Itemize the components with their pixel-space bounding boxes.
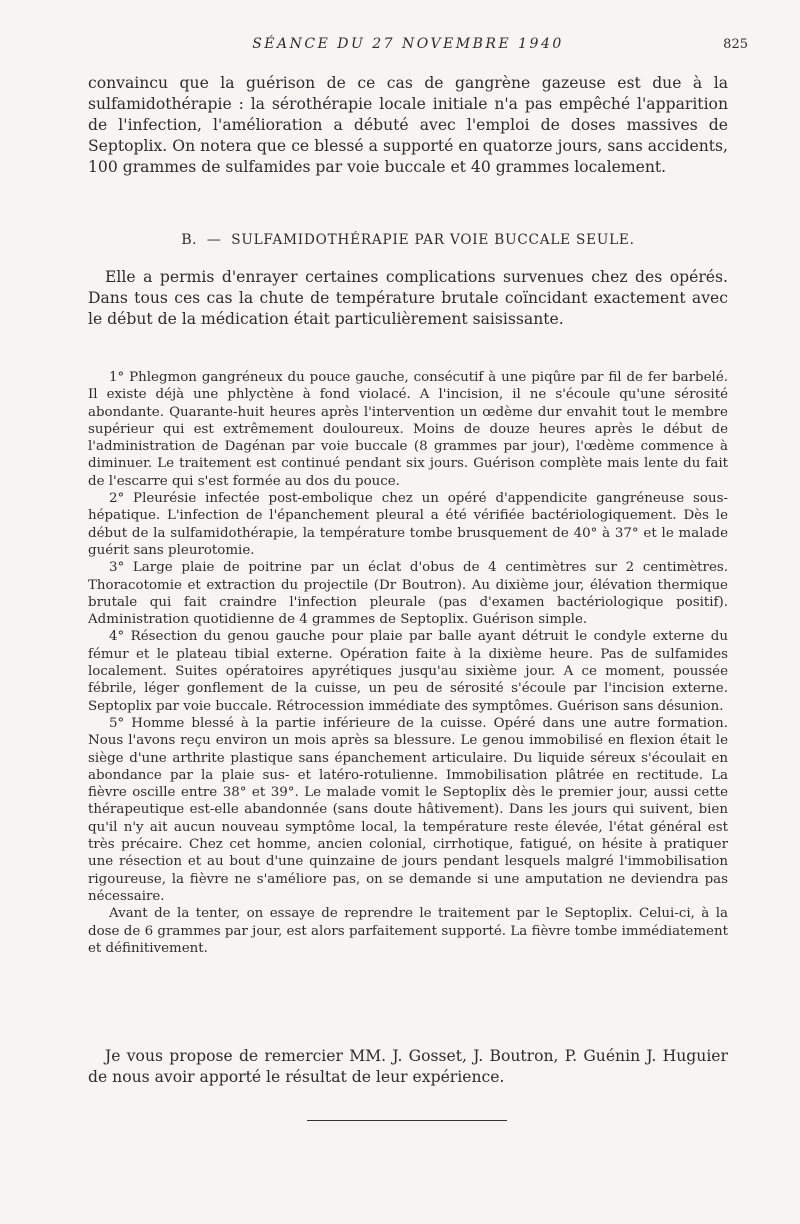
section-title: SULFAMIDOTHÉRAPIE PAR VOIE BUCCALE SEULE. — [231, 232, 635, 248]
intro-paragraph: convaincu que la guérison de ce cas de gangrène gazeuse est due à la sulfamidothérapie : la sérothérapie locale initiale n'a pas empêché l'apparition de l'infection, l'amélioration a débuté avec l'emploi de doses massives de Septoplix. On notera que ce blessé a supporté en quatorze jours, sans accidents, 100 grammes de sulfamides par voie buccale et 40 grammes localement. — [88, 74, 728, 176]
case-5-continuation: Avant de la tenter, on essaye de reprendre le traitement par le Septoplix. Celui-ci, à la dose de 6 grammes par jour, est alors parfaitement supporté. La fièvre tombe immédiatement et définitivement. — [88, 906, 728, 956]
results-paragraph: Elle a permis d'enrayer certaines complications survenues chez des opérés. Dans tous ces cas la chute de température brutale coïncidant exactement avec le début de la médication était particulièrement saisissante. — [88, 268, 728, 328]
closing-paragraph: Je vous propose de remercier MM. J. Gosset, J. Boutron, P. Guénin J. Huguier de nous avoir apporté le résultat de leur expérience. — [88, 1047, 728, 1086]
section-dash: — — [206, 232, 222, 248]
document-page — [88, 0, 748, 1224]
case-3: 3° Large plaie de poitrine par un éclat d'obus de 4 centimètres sur 2 centimètres. Thoracotomie et extraction du projectile (Dr Boutron). Au dixième jour, élévation thermique brutale qui fait craindre l'infection pleurale (pas d'examen bactériologique positif). Administration quotidienne de 4 grammes de Septoplix. Guérison simple. — [88, 560, 728, 628]
case-1: 1° Phlegmon gangréneux du pouce gauche, consécutif à une piqûre par fil de fer barbelé. Il existe déjà une phlyctène à fond violacé. A l'incision, il ne s'écoule qu'une sérosité abondante. Quarante-huit heures après l'intervention un œdème dur envahit tout le membre supérieur qui est extrêmement douloureux. Moins de douze heures après le début de l'administration de Dagénan par voie buccale (8 grammes par jour), l'œdème commence à diminuer. Le traitement est continué pendant six jours. Guérison complète mais lente du fait de l'escarre qui s'est formée au dos du pouce. — [88, 370, 728, 489]
case-4: 4° Résection du genou gauche pour plaie par balle ayant détruit le condyle externe du fémur et le plateau tibial externe. Opération faite à la dixième heure. Pas de sulfamides localement. Suites opératoires apyrétiques jusqu'au sixième jour. A ce moment, poussée fébrile, léger gonflement de la cuisse, un peu de sérosité s'écoule par l'incision externe. Septoplix par voie buccale. Rétrocession immédiate des symptômes. Guérison sans désunion. — [88, 629, 728, 714]
section-letter: B. — [181, 232, 197, 248]
case-5: 5° Homme blessé à la partie inférieure de la cuisse. Opéré dans une autre formation. Nous l'avons reçu environ un mois après sa blessure. Le genou immobilisé en flexion était le siège d'une arthrite plastique sans épanchement articulaire. Du liquide séreux s'écoulait en abondance par la plaie sus- et latéro-rotulienne. Immobilisation plâtrée en rectitude. La fièvre oscille entre 38° et 39°. Le malade vomit le Septoplix dès le premier jour, aussi cette thérapeutique est-elle abandonnée (sans doute hâtivement). Dans les jours qui suivent, bien qu'il n'y ait aucun nouveau symptôme local, la température reste élevée, l'état général est très précaire. Chez cet homme, ancien colonial, cirrhotique, fatigué, on hésite à pratiquer une résection et au bout d'une quinzaine de jours pendant lesquels malgré l'immobilisation rigoureuse, la fièvre ne s'améliore pas, on se demande si une amputation ne deviendra pas nécessaire. — [88, 715, 728, 904]
page-number: 825 — [723, 37, 748, 52]
running-head — [88, 36, 748, 56]
running-head-title: SÉANCE DU 27 NOVEMBRE 1940 — [252, 36, 564, 52]
case-list — [88, 369, 728, 957]
section-heading — [88, 232, 728, 248]
case-2: 2° Pleurésie infectée post-embolique chez un opéré d'appendicite gangréneuse sous-hépatique. L'infection de l'épanchement pleural a été vérifiée bactériologiquement. Dès le début de la sulfamidothérapie, la température tombe brusquement de 40° à 37° et le malade guérit sans pleurotomie. — [88, 491, 728, 558]
end-rule — [307, 1120, 507, 1121]
